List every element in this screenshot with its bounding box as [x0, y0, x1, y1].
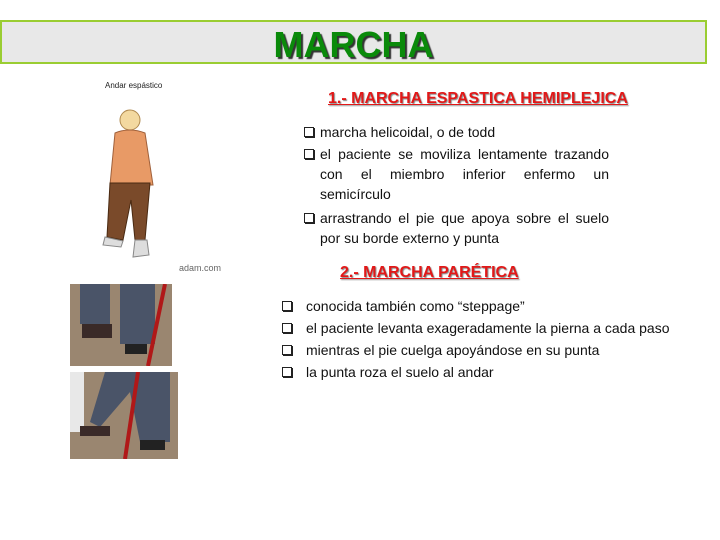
- checkbox-bullet-icon: [304, 149, 314, 159]
- steppage-photo-2: [70, 372, 178, 459]
- list-item: marcha helicoidal, o de todd: [302, 122, 609, 142]
- list-item: la punta roza el suelo al andar: [280, 362, 693, 382]
- section1-heading: 1.- MARCHA ESPASTICA HEMIPLEJICA: [328, 90, 628, 107]
- title-bar: [0, 20, 707, 64]
- checkbox-bullet-icon: [304, 213, 314, 223]
- illustration-caption: Andar espástico: [105, 81, 163, 90]
- section1-list: [302, 122, 609, 248]
- section2-heading: 2.- MARCHA PARÉTICA: [340, 264, 519, 281]
- checkbox-bullet-icon: [282, 367, 292, 377]
- checkbox-bullet-icon: [282, 345, 292, 355]
- steppage-photo-1: [70, 284, 172, 366]
- list-item: mientras el pie cuelga apoyándose en su punta: [280, 340, 693, 360]
- list-item: el paciente levanta exageradamente la pierna a cada paso: [280, 318, 693, 338]
- illustration-credit: adam.com: [178, 263, 221, 273]
- list-item: conocida también como “steppage”: [280, 296, 693, 316]
- slide-title: MARCHA: [273, 24, 434, 65]
- list-item: arrastrando el pie que apoya sobre el suelo por su borde externo y punta: [302, 208, 609, 248]
- section2-list: [280, 296, 693, 384]
- checkbox-bullet-icon: [282, 323, 292, 333]
- list-item: el paciente se moviliza lentamente trazando con el miembro inferior enfermo un semicírculo: [302, 144, 609, 204]
- checkbox-bullet-icon: [304, 127, 314, 137]
- spastic-gait-illustration: [95, 75, 225, 275]
- checkbox-bullet-icon: [282, 301, 292, 311]
